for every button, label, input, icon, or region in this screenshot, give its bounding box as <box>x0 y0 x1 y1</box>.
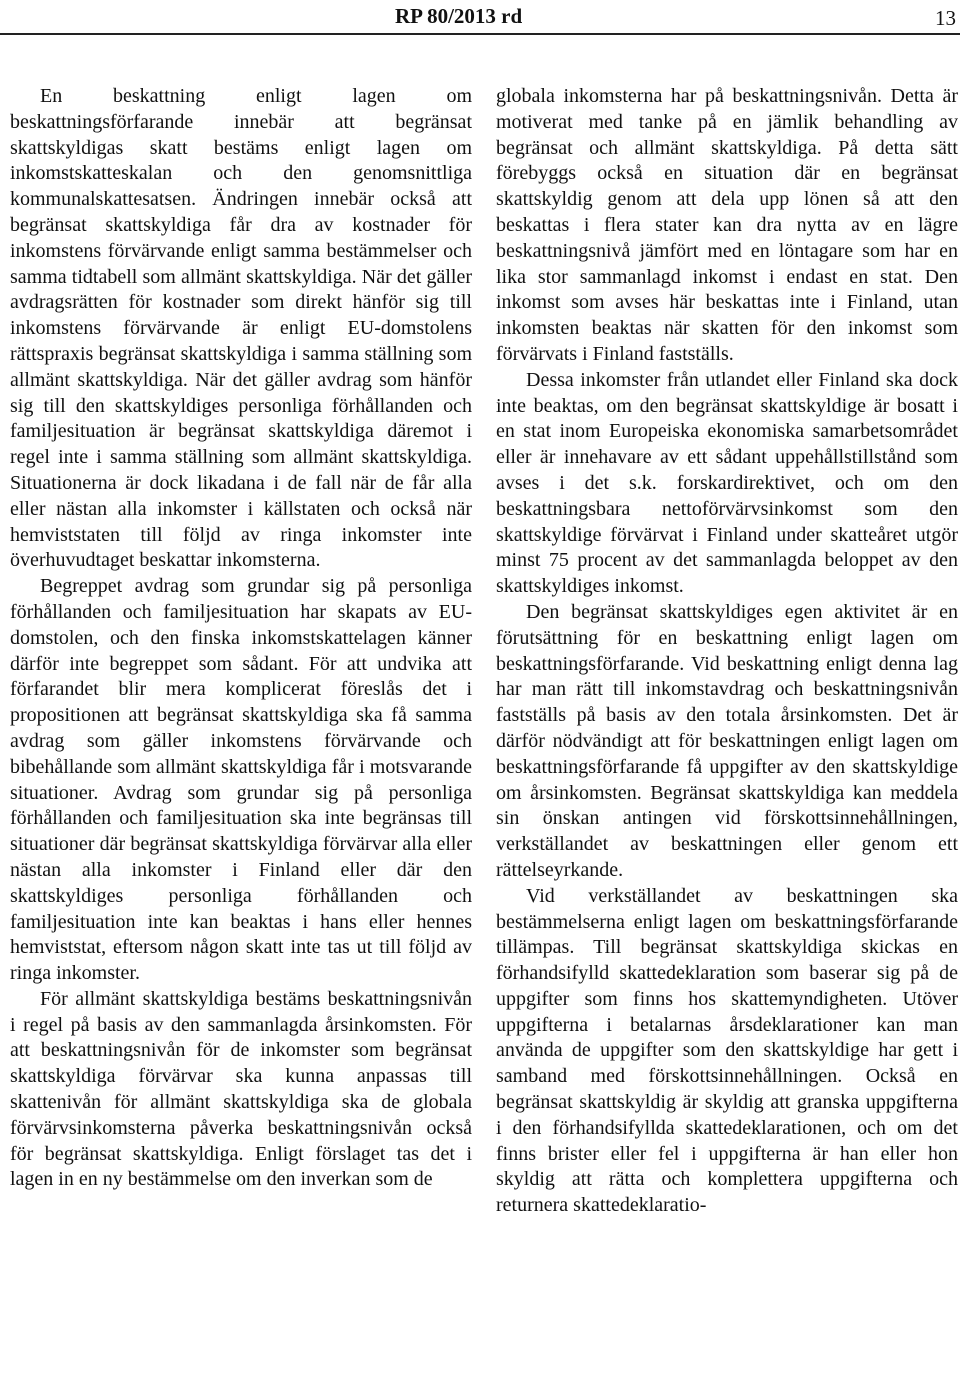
paragraph: Begreppet avdrag som grundar sig på personliga förhållanden och familjesituation har skapats av EU-domstolen, och den finska inkomstskattelagen känner därför inte begreppet som sådant. För att undvika att förfarandet blir mera komplicerat föreslås det i propositionen att begränsat skattskyldiga ska få samma avdrag som gäller inkomstens förvärvande och bibehållande som allmänt skattskyldiga får i motsvarande situationer. Avdrag som grundar sig på personliga förhållanden och familjesituation ska inte begränsas till situationer där begränsat skattskyldiga förvärvar alla eller nästan alla inkomster i Finland eller där den skattskyldiges personliga förhållanden och familjesituation inte kan beaktas i hans eller hennes hemviststat, eftersom någon skatt inte tas ut till följd av ringa inkomster. <box>10 575 472 985</box>
page-header <box>0 0 960 34</box>
page-number: 13 <box>935 6 956 30</box>
left-column <box>10 84 472 1193</box>
document-reference: RP 80/2013 rd <box>395 4 523 28</box>
paragraph: globala inkomsterna har på beskattningsnivån. Detta är motiverat med tanke på en jämlik behandling av begränsat och allmänt skattskyldiga. På detta sätt förebyggs också en situation där en begränsat skattskyldig genom att dela upp lönen så att den beskattas i flera stater kan dra nytta av en lägre beskattningsnivå jämfört med en löntagare som har en lika stor sammanlagd inkomst i endast en stat. Den inkomst som avses här beskattas inte i Finland, utan inkomsten beaktas när skatten för den inkomst som förvärvats i Finland fastställs. <box>496 85 958 365</box>
paragraph: En beskattning enligt lagen om beskattningsförfarande innebär att begränsat skattskyldigas skatt bestäms enligt lagen om inkomstskatteskalan och den genomsnittliga kommunalskattesatsen. Ändringen innebär också att begränsat skattskyldiga får dra av kostnader för inkomstens förvärvande enligt samma bestämmelser och samma tidtabell som allmänt skattskyldiga. När det gäller avdragsrätten för kostnader som direkt hänför sig till inkomstens förvärvande är enligt EU-domstolens rättspraxis begränsat skattskyldiga i samma ställning som allmänt skattskyldiga. När det gäller avdrag som hänför sig till den skattskyldiges personliga förhållanden och familjesituation är begränsat skattskyldiga däremot i regel inte i samma ställning som allmänt skattskyldiga. Situationerna är dock likadana i de fall när de får alla eller nästan alla inkomster i källstaten och också när hemviststaten till följd av ringa inkomster inte överhuvudtaget beskattar inkomsterna. <box>10 85 472 572</box>
paragraph: Den begränsat skattskyldiges egen aktivitet är en förutsättning för en beskattning enligt lagen om beskattningsförfarande. Vid beskattning enligt denna lag har man rätt till inkomstavdrag och beskattningsnivån fastställs på basis av den totala årsinkomsten. Det är därför nödvändigt att för beskattningen enligt lagen om beskattningsförfarande få uppgifter av den skattskyldige om årsinkomsten. Begränsat skattskyldiga kan meddela sin önskan antingen vid förskottsinnehållningen, verkställandet av beskattningen eller genom ett rättelseyrkande. <box>496 600 958 881</box>
header-rule <box>0 33 960 35</box>
paragraph: Vid verkställandet av beskattningen ska bestämmelserna enligt lagen om beskattningsförfarande tillämpas. Till begränsat skattskyldiga skickas en förhandsifylld skattedeklaration som baserar sig på de uppgifter som finns hos skattemyndigheten. Utöver uppgifterna i betalarnas årsdeklarationer kan man använda de uppgifter som den skattskyldige har gett i samband med förskottsinnehållningen. Också en begränsat skattskyldig är skyldig att granska uppgifterna i den förhandsifyllda skattedeklarationen, och om det finns brister eller fel i uppgifterna är han eller hon skyldig att rätta och komplettera uppgifterna och returnera skattedeklaratio- <box>496 884 958 1217</box>
right-column <box>496 84 958 1219</box>
paragraph: Dessa inkomster från utlandet eller Finland ska dock inte beaktas, om den begränsat skattskyldige är bosatt i en stat inom Europeiska ekonomiska samarbetsområdet eller är innehavare av ett sådant uppehållstillstånd som avses i det s.k. forskardirektivet, och om den beskattningsbara nettoförvärvsinkomst som den skattskyldige förvärvat i Finland under skatteåret utgör minst 75 procent av det sammanlagda beloppet av den skattskyldiges inkomst. <box>496 368 958 598</box>
paragraph: För allmänt skattskyldiga bestäms beskattningsnivån i regel på basis av den sammanlagda årsinkomsten. För att beskattningsnivån för de inkomster som begränsat skattskyldiga förvärvar ska kunna anpassas till skattenivån för allmänt skattskyldiga ska de globala förvärvsinkomsterna påverka beskattningsnivån också för begränsat skattskyldiga. Enligt förslaget tas det i lagen in en ny bestämmelse om den inverkan som de <box>10 987 472 1191</box>
